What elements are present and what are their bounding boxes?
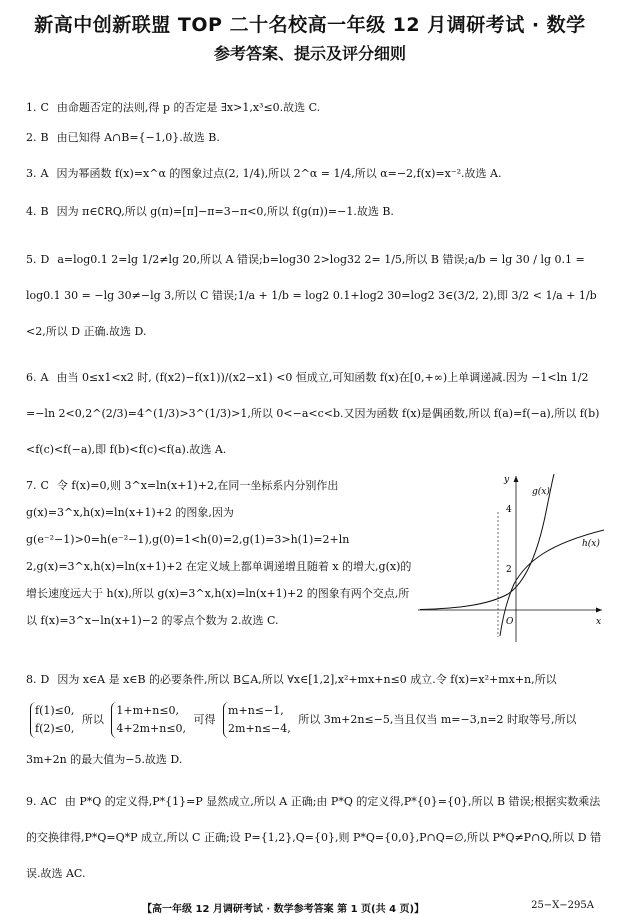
footer-text: 【高一年级 12 月调研考试 · 数学参考答案 第 1 页(共 4 页)】 [142,904,425,915]
question-4: 4. B 因为 π∈∁RQ,所以 g(π)=[π]−π=3−π<0,所以 f(g(π))=−1.故选 B. [26,205,394,218]
origin-label: O [506,617,514,627]
x-axis-arrow-icon [596,608,602,613]
question-6: 6. A 由当 0≤x1<x2 时, (f(x2)−f(x1))/(x2−x1) <0 恒成立,可知函数 f(x)在[0,+∞)上单调递减.因为 −1<ln 1/2 =−ln 2<0,2^(2/3)=4^(1/3)>3^(1/3)>1,所以 0<−a<c<b.又因为函数 f(x)是偶函数,所以 f(a)=f(−a),所以 f(b)<f(c)<f(−a),即 f(b)<f(c)<f(a).故选 A. [26,371,600,456]
page-title: 新高中创新联盟 TOP 二十名校高一年级 12 月调研考试 · 数学 [34,14,586,36]
question-3: 3. A 因为幂函数 f(x)=x^α 的图象过点(2, 1/4),所以 2^α = 1/4,所以 α=−2,f(x)=x⁻².故选 A. [26,167,502,180]
answer-key: D [40,253,50,266]
answer-key: D [40,673,50,686]
answer-key: C [40,101,49,114]
inequality-system-2: 1+m+n≤0, 4+2m+n≤0, [111,702,186,738]
explanation: 因为幂函数 f(x)=x^α 的图象过点(2, 1/4),所以 2^α = 1/4,所以 α=−2,f(x)=x⁻².故选 A. [56,167,502,180]
explanation: 由当 0≤x1<x2 时, (f(x2)−f(x1))/(x2−x1) <0 恒成立,可知函数 f(x)在[0,+∞)上单调递减.因为 −1<ln 1/2 =−ln 2<0,2^(2/3)=4^(1/3)>3^(1/3)>1,所以 0<−a<c<b.又因为函数 f(x)是偶函数,所以 f(a)=f(−a),所以 f(b)<f(c)<f(−a),即 f(b)<f(c)<f(a).故选 A. [26,371,600,456]
explanation: 由 P*Q 的定义得,P*{1}=P 显然成立,所以 A 正确;由 P*Q 的定义得,P*{0}={0},所以 B 错误;根据实数乘法的交换律得,P*Q=Q*P 成立,所以 C 正确;设 P={1,2},Q={0},则 P*Q={0,0},P∩Q=∅,所以 P*Q≠P∩Q,所以 D 错误.故选 AC. [26,795,602,880]
y-tick-4: 4 [506,505,512,515]
page-subtitle: 参考答案、提示及评分细则 [213,44,406,63]
x-axis-label: x [596,617,602,627]
g-curve-label: g(x) [532,487,550,497]
inequality-system-3: m+n≤−1, 2m+n≤−4, [223,702,291,738]
function-graph [418,472,604,642]
inequality-system-1: f(1)≤0, f(2)≤0, [30,702,74,738]
h-curve-label: h(x) [582,539,600,549]
explanation: 由命题否定的法则,得 p 的否定是 ∃x>1,x³≤0.故选 C. [56,101,321,114]
question-8: 8. D 因为 x∈A 是 x∈B 的必要条件,所以 B⊆A,所以 ∀x∈[1,2],x²+mx+n≤0 成立.令 f(x)=x²+mx+n,所以 f(1)≤0, f(2)≤0, 所以 1+m+n≤0, 4+2m+n≤0, 可得 m+n≤−1, 2m+n≤−4, 所以 3m+2n≤−5,当且仅当 m=−3,n=2 时取等号,所以 3m+2n 的最大值为−5.故选 D. [26,673,577,766]
explanation: 因为 x∈A 是 x∈B 的必要条件,所以 B⊆A,所以 ∀x∈[1,2],x²+mx+n≤0 成立.令 f(x)=x²+mx+n,所以 [57,673,557,686]
y-axis-label: y [504,475,510,485]
y-tick-2: 2 [506,565,512,575]
explanation: 由已知得 A∩B={−1,0}.故选 B. [56,131,220,144]
header [0,10,620,64]
question-1: 1. C 由命题否定的法则,得 p 的否定是 ∃x>1,x³≤0.故选 C. [26,101,321,114]
explanation: a=log0.1 2=lg 1/2≠lg 20,所以 A 错误;b=log30 2>log32 2= 1/5,所以 B 错误;a/b = lg 30 / lg 0.1 = log0.1 30 = −lg 30≠−lg 3,所以 C 错误;1/a + 1/b = log2 0.1+log2 30=log2 3∈(3/2, 2),即 3/2 < 1/a + 1/b <2,所以 D 正确.故选 D. [26,253,597,338]
answer-key: AC [40,795,57,808]
question-7: 7. C 令 f(x)=0,则 3^x=ln(x+1)+2,在同一坐标系内分别作出 g(x)=3^x,h(x)=ln(x+1)+2 的图象,因为 g(e⁻²−1)>0=h(e⁻²−1),g(0)=1<h(0)=2,g(1)=3>h(1)=2+ln 2,g(x)=3^x,h(x)=ln(x+1)+2 在定义域上都单调递增且随着 x 的增大,g(x)的增长速度远大于 h(x),所以 g(x)=3^x,h(x)=ln(x+1)+2 的图象有两个交点,所以 f(x)=3^x−ln(x+1)−2 的零点个数为 2.故选 C. [26,479,412,627]
explanation: 令 f(x)=0,则 3^x=ln(x+1)+2,在同一坐标系内分别作出 g(x)=3^x,h(x)=ln(x+1)+2 的图象,因为 g(e⁻²−1)>0=h(e⁻²−1),g(0)=1<h(0)=2,g(1)=3>h(1)=2+ln 2,g(x)=3^x,h(x)=ln(x+1)+2 在定义域上都单调递增且随着 x 的增大,g(x)的增长速度远大于 h(x),所以 g(x)=3^x,h(x)=ln(x+1)+2 的图象有两个交点,所以 f(x)=3^x−ln(x+1)−2 的零点个数为 2.故选 C. [26,479,412,627]
footer-code: 25−X−295A [531,900,594,911]
answer-key: A [40,371,49,384]
y-axis-arrow-icon [514,476,519,482]
answer-key: A [40,167,49,180]
question-5: 5. D a=log0.1 2=lg 1/2≠lg 20,所以 A 错误;b=log30 2>log32 2= 1/5,所以 B 错误;a/b = lg 30 / lg 0.1 = log0.1 30 = −lg 30≠−lg 3,所以 C 错误;1/a + 1/b = log2 0.1+log2 30=log2 3∈(3/2, 2),即 3/2 < 1/a + 1/b <2,所以 D 正确.故选 D. [26,253,597,338]
explanation-continued: 所以 3m+2n≤−5,当且仅当 m=−3,n=2 时取等号,所以 3m+2n 的最大值为−5.故选 D. [26,713,577,766]
answer-key: B [40,205,49,218]
question-9: 9. AC 由 P*Q 的定义得,P*{1}=P 显然成立,所以 A 正确;由 P*Q 的定义得,P*{0}={0},所以 B 错误;根据实数乘法的交换律得,P*Q=Q*P 成立,所以 C 正确;设 P={1,2},Q={0},则 P*Q={0,0},P∩Q=∅,所以 P*Q≠P∩Q,所以 D 错误.故选 AC. [26,795,602,880]
answer-key: C [40,479,49,492]
explanation: 因为 π∈∁RQ,所以 g(π)=[π]−π=3−π<0,所以 f(g(π))=−1.故选 B. [56,205,394,218]
answer-key: B [40,131,49,144]
question-2: 2. B 由已知得 A∩B={−1,0}.故选 B. [26,131,220,144]
